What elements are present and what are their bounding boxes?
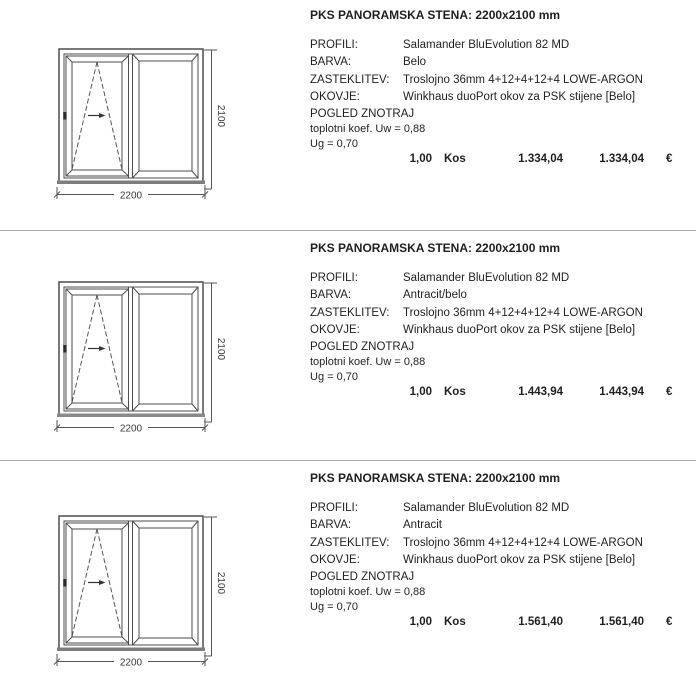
spec-label: PROFILI: (310, 272, 358, 284)
spec-value: Winkhaus duoPort okov za PSK stijene [Belo] (403, 554, 636, 567)
uw-coefficient: toplotni koef. Uw = 0,88 (310, 356, 426, 369)
total-price: 1.561,40 (599, 616, 644, 629)
uw-coefficient: toplotni koef. Uw = 0,88 (310, 123, 426, 136)
spec-row-okovje (310, 89, 696, 106)
product-title: PKS PANORAMSKA STENA: 2200x2100 mm (310, 8, 561, 22)
unit: Kos (444, 616, 466, 629)
product-block-3 (0, 460, 696, 690)
currency-symbol: € (666, 616, 673, 629)
total-price: 1.443,94 (599, 386, 644, 399)
spec-label: ZASTEKLITEV: (310, 536, 390, 549)
spec-label: BARVA: (310, 289, 352, 302)
ug-coefficient: Ug = 0,70 (310, 601, 359, 614)
spec-value: Troslojno 36mm 4+12+4+12+4 LOWE-ARGON (403, 536, 643, 549)
window-drawing-2 (48, 275, 228, 445)
window-frame (59, 49, 203, 183)
view-label: POGLED ZNOTRAJ (310, 107, 415, 120)
unit: Kos (444, 386, 466, 399)
handle-mark (63, 112, 66, 120)
window-drawing-3 (48, 509, 228, 679)
threshold-bar (57, 414, 205, 418)
spec-label: BARVA: (310, 519, 352, 532)
slide-arrow-icon (88, 580, 106, 585)
price-line (310, 386, 696, 402)
spec-label: OKOVJE: (310, 554, 360, 567)
product-block-2 (0, 230, 696, 461)
height-dimension-label: 2100 (215, 571, 226, 595)
spec-label: OKOVJE: (310, 324, 360, 337)
spec-value: Salamander BluEvolution 82 MD (403, 502, 570, 514)
spec-value: Salamander BluEvolution 82 MD (403, 39, 570, 51)
slide-arrow-icon (88, 113, 106, 118)
currency-symbol: € (666, 153, 673, 166)
spec-row-zasteklitev (310, 305, 696, 322)
spec-row-profili (310, 500, 696, 517)
spec-row-zasteklitev (310, 72, 696, 89)
price-line (310, 616, 696, 632)
spec-label: BARVA: (310, 56, 352, 69)
spec-value: Antracit (403, 519, 442, 532)
window-drawing-svg (48, 42, 228, 207)
height-dimension-label: 2100 (215, 104, 226, 128)
window-frame (59, 516, 203, 650)
spec-value: Belo (403, 56, 427, 69)
spec-value: Salamander BluEvolution 82 MD (403, 272, 570, 284)
window-drawing-1 (48, 42, 228, 212)
spec-row-profili (310, 270, 696, 287)
window-drawing-svg (48, 509, 228, 674)
height-dimension-label: 2100 (215, 337, 226, 361)
price-line (310, 153, 696, 169)
fixed-pane (133, 521, 199, 645)
quantity: 1,00 (409, 616, 432, 629)
fixed-pane (133, 54, 199, 178)
width-dimension-label: 2200 (119, 657, 143, 669)
spec-label: PROFILI: (310, 39, 358, 51)
spec-row-barva (310, 54, 696, 71)
spec-row-okovje (310, 322, 696, 339)
handle-mark (63, 345, 66, 353)
spec-row-barva (310, 287, 696, 304)
view-label: POGLED ZNOTRAJ (310, 340, 415, 353)
quantity: 1,00 (409, 153, 432, 166)
unit-price: 1.561,40 (518, 616, 563, 629)
unit-price: 1.443,94 (518, 386, 563, 399)
total-price: 1.334,04 (599, 153, 644, 166)
spec-value: Antracit/belo (403, 289, 467, 302)
ug-coefficient: Ug = 0,70 (310, 138, 359, 151)
spec-row-okovje (310, 552, 696, 569)
fixed-pane (133, 287, 199, 411)
spec-panel-1 (310, 8, 696, 169)
width-dimension-label: 2200 (119, 423, 143, 435)
spec-label: OKOVJE: (310, 91, 360, 104)
spec-label: ZASTEKLITEV: (310, 73, 390, 86)
spec-panel-3 (310, 471, 696, 632)
quantity: 1,00 (409, 386, 432, 399)
spec-row-profili (310, 37, 696, 54)
spec-value: Winkhaus duoPort okov za PSK stijene [Belo] (403, 91, 636, 104)
slide-arrow-icon (88, 346, 106, 351)
spec-row-zasteklitev (310, 535, 696, 552)
ug-coefficient: Ug = 0,70 (310, 371, 359, 384)
window-frame (59, 282, 203, 416)
window-drawing-svg (48, 275, 228, 440)
spec-value: Troslojno 36mm 4+12+4+12+4 LOWE-ARGON (403, 306, 643, 319)
spec-row-barva (310, 517, 696, 534)
view-label: POGLED ZNOTRAJ (310, 570, 415, 583)
unit: Kos (444, 153, 466, 166)
width-dimension-label: 2200 (119, 190, 143, 202)
spec-label: PROFILI: (310, 502, 358, 514)
product-title: PKS PANORAMSKA STENA: 2200x2100 mm (310, 241, 561, 255)
currency-symbol: € (666, 386, 673, 399)
spec-label: ZASTEKLITEV: (310, 306, 390, 319)
product-title: PKS PANORAMSKA STENA: 2200x2100 mm (310, 471, 561, 485)
threshold-bar (57, 648, 205, 652)
spec-value: Troslojno 36mm 4+12+4+12+4 LOWE-ARGON (403, 73, 643, 86)
spec-value: Winkhaus duoPort okov za PSK stijene [Belo] (403, 324, 636, 337)
spec-panel-2 (310, 241, 696, 402)
uw-coefficient: toplotni koef. Uw = 0,88 (310, 586, 426, 599)
product-block-1 (0, 0, 696, 230)
threshold-bar (57, 181, 205, 185)
handle-mark (63, 579, 66, 587)
unit-price: 1.334,04 (518, 153, 563, 166)
